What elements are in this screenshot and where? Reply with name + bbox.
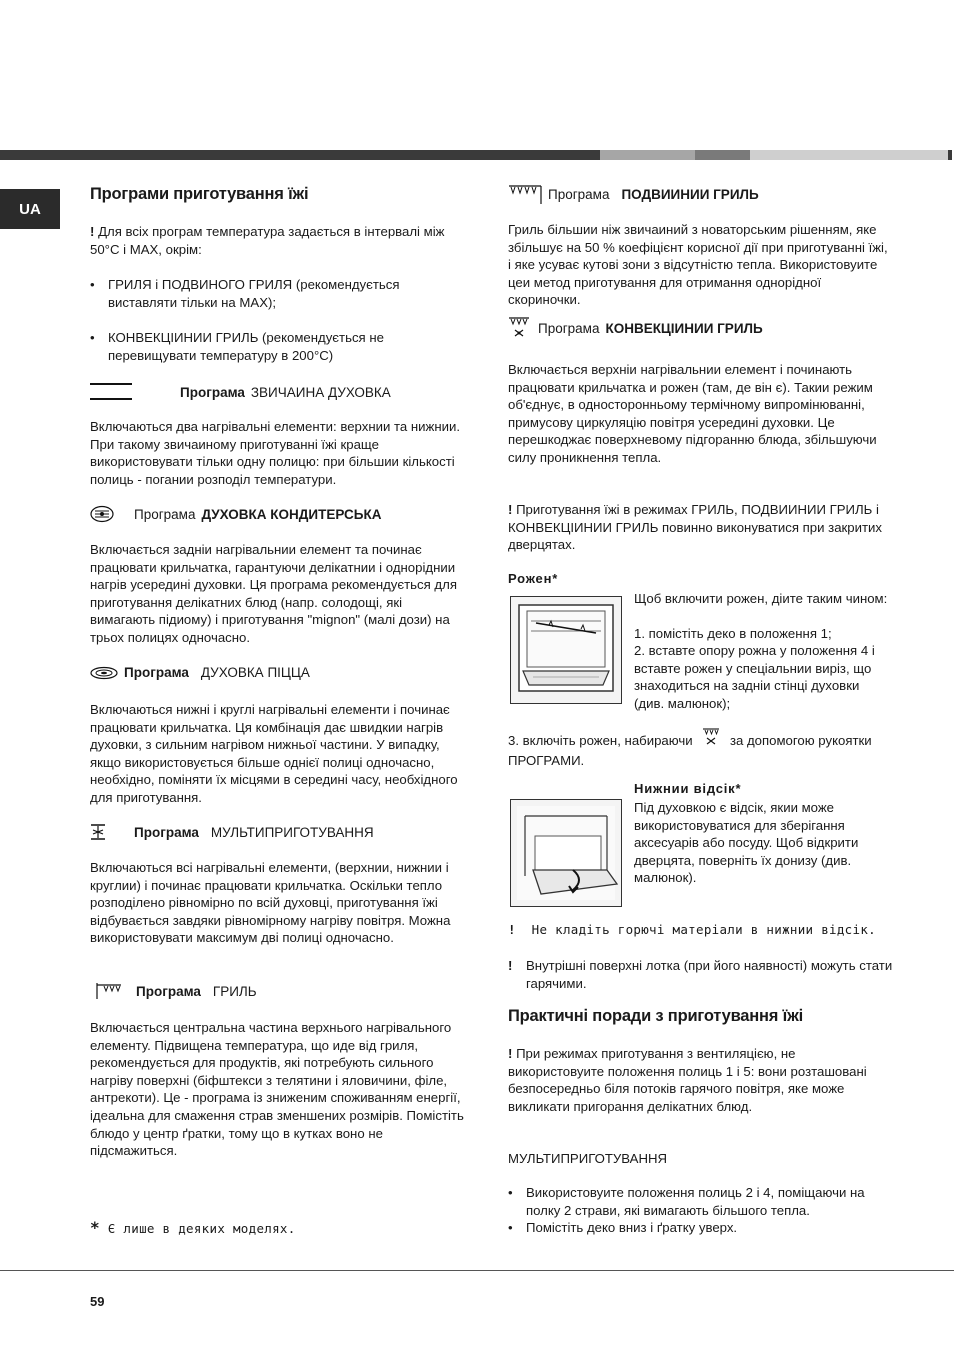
warning-closed-door — [508, 501, 888, 554]
program-pizza-text: Включаються нижні і круглі нагрівальні елементи і починає працювати крильчатка. Ця комбінація дає швидкии нагрів духовки, з сильним нагрівом нижньої частини. У випадку, якщо використовується більше однієї полиці одночасно, необхідно, поміняти їх місцями в середині часу, необхідного для приготування. — [90, 702, 458, 805]
warning-mark: ! — [508, 1046, 513, 1061]
program-pastry-heading — [90, 505, 387, 523]
program-grill-text: Включається центральна частина верхнього нагрівального елементу. Підвищена температура, що иде від гриля, рекомендується для продуктів, які потребують сильного нагріву поверхні (біфштекси з телятини і яловичини, філе, антрекоти). Це - програма із зниженим споживанням енергії, ідеальна для смаження страв зменшених розмірів. Помістіть блюдо у центр ґратки, тому що в кутках воно не підсмажиться. — [90, 1020, 464, 1159]
warning-mark: ! — [508, 922, 516, 937]
program-pastry-text: Включається задніи нагрівальнии елемент та починає працювати крильчатка, гарантуючи делікатнии і одноріднии нагрів усередині духовки. Ця програма рекомендується для приготування делікатних блюд (напр. солодощі, які вимагають підиому) і приготування "mignon" (малі дози) на трьох полицях одночасно. — [90, 542, 457, 645]
program-label: Програма — [124, 665, 189, 680]
fan-oven-icon — [90, 505, 114, 523]
convection-grill-icon — [508, 316, 530, 340]
footer-divider — [0, 1270, 954, 1271]
step-3-text-end: за допомогою рукоятки ПРОГРАМИ. — [508, 733, 872, 768]
program-pizza-heading — [90, 665, 310, 680]
tip-bullet-1: • Використовуите положення полиць 2 і 4, поміщаючи на полку 2 страви, які вимагають більшого тепла. — [508, 1184, 888, 1219]
warning-text: Внутрішні поверхні лотка (при його наявності) можуть стати гарячими. — [526, 958, 893, 991]
warning-mark: ! — [90, 224, 95, 239]
program-name: ГРИЛЬ — [212, 983, 257, 999]
footnote-text: Є лише в деяких моделях. — [107, 1221, 296, 1236]
tip-bullet-2: • Помістіть деко вниз і ґратку уверх. — [508, 1219, 888, 1237]
program-convection-grill-text: Включається верхніи нагрівальнии елемент і починають працювати крильчатка и рожен (там, де він є). Такии режим об'єднує, в односторонньому термічному випромінюванні, примусову циркуляцію повітря усередині духовки. Це перешкоджає поверхневому підгоранню блюда, збільшуючи силу проникнення тепла. — [508, 362, 877, 465]
rotisserie-step-3 — [508, 727, 888, 769]
tips-text: При режимах приготування з вентиляцією, не використовуите положення полиць 1 і 5: вони розташовані безпосередньо біля потоків гарячого повітря, яке може викликати пригорання делікатних блюд. — [508, 1046, 867, 1114]
conventional-oven-icon — [90, 382, 132, 402]
warning-hot-surfaces — [508, 957, 896, 992]
warning-flammable — [508, 921, 888, 939]
program-conventional-text: Включаються два нагрівальні елементи: верхнии та нижнии. При такому звичаиному приготуванні їжі краще використовувати тільки одну полицю: при більшии кількості полиць - погании розподіл температури. — [90, 419, 461, 487]
program-multi-heading — [90, 823, 374, 841]
program-name: КОНВЕКЦІИНИИ ГРИЛЬ — [605, 320, 763, 336]
multicooking-subheading: МУЛЬТИПРИГОТУВАННЯ — [508, 1151, 668, 1166]
lower-compartment-heading: Нижнии відсік* — [634, 781, 742, 796]
program-label: Програма — [538, 320, 600, 336]
grill-icon — [96, 983, 122, 999]
double-grill-icon — [508, 184, 542, 204]
footnote-star: * — [90, 1218, 100, 1237]
tips-paragraph — [508, 1045, 888, 1115]
section-title-programs: Програми приготування їжі — [90, 185, 309, 203]
warning-text: Не кладіть горючі матеріали в нижнии відсік. — [531, 922, 876, 937]
program-double-grill-heading — [508, 184, 765, 204]
intro-text: Для всіх програм температура задається в інтервалі між 50°С і МАХ, окрім: — [90, 224, 445, 257]
language-badge: UA — [0, 189, 60, 229]
rotisserie-intro: Щоб включити рожен, діите таким чином: — [634, 591, 888, 606]
rotisserie-figure — [510, 596, 622, 704]
bullet-convection-grill: • КОНВЕКЦІИНИИ ГРИЛЬ (рекомендується не перевищувати температуру в 200°С) — [90, 329, 458, 364]
pizza-icon — [90, 666, 118, 680]
warning-text: Приготування їжі в режимах ГРИЛЬ, ПОДВИИНИИ ГРИЛЬ і КОНВЕКЦІИНИИ ГРИЛЬ повинно виконуватися при закритих дверцятах. — [508, 502, 882, 553]
warning-mark: ! — [508, 958, 513, 973]
program-convection-grill-heading — [508, 316, 769, 340]
lower-compartment-text: Під духовкою є відсік, якии може використовуватися для зберігання аксесуарів або посуду. Щоб відкрити дверцята, поверніть їх донизу (див. малюнок). — [634, 800, 859, 886]
program-conventional-heading — [90, 382, 391, 402]
program-name: ЗВИЧАИНА ДУХОВКА — [250, 384, 391, 400]
rotisserie-heading: Рожен* — [508, 571, 559, 586]
multicooking-icon — [90, 823, 106, 841]
header-color-bar — [0, 150, 954, 160]
program-name: МУЛЬТИПРИГОТУВАННЯ — [210, 824, 374, 840]
program-name: ПОДВИИНИИ ГРИЛЬ — [621, 186, 759, 202]
warning-mark: ! — [508, 502, 513, 517]
convection-grill-icon — [702, 727, 720, 752]
bullet-grill: • ГРИЛЯ і ПОДВИНОГО ГРИЛЯ (рекомендується виставляти тільки на МАХ); — [90, 276, 458, 311]
lower-compartment-figure — [510, 799, 622, 907]
program-label: Програма — [136, 983, 201, 999]
program-double-grill-text: Гриль більшии ніж звичаиний з новаторським рішенням, яке збільшує на 50 % коефіцієнт корисної дії при приготуванні їжі, і яке усуває кутові зони з відсутністю тепла. Використовуите цеи метод приготування для отримання однорідної скориночки. — [508, 222, 888, 308]
program-label: Програма — [134, 824, 199, 840]
program-multi-text: Включаються всі нагрівальні елементи, (верхнии, нижнии і круглии) і починає працювати крильчатка. Оскільки тепло розподілено рівномірно по всій духовці, приготування їжі відбувається завдяки рівномірному нагріву повітря. Можна використовувати максимум дві полиці одночасно. — [90, 860, 451, 946]
rotisserie-step-2: 2. вставте опору рожна у положення 4 і вставте рожен у спеціальнии виріз, що знаходиться на задніи стінці духовки (див. малюнок); — [634, 643, 875, 711]
program-label: Програма — [548, 186, 610, 202]
section-title-tips: Практичні поради з приготування їжі — [508, 1007, 803, 1025]
step-3-text: 3. включіть рожен, набираючи — [508, 733, 693, 748]
program-grill-heading — [96, 983, 257, 999]
rotisserie-step-1: 1. помістіть деко в положення 1; — [634, 626, 832, 641]
program-name: ДУХОВКА КОНДИТЕРСЬКА — [201, 506, 382, 522]
intro-paragraph — [90, 223, 460, 258]
page-number: 59 — [90, 1294, 105, 1309]
program-label: Програма — [134, 506, 196, 522]
program-name: ДУХОВКА ПІЦЦА — [200, 665, 310, 680]
footnote — [90, 1219, 450, 1238]
program-label: Програма — [180, 384, 245, 400]
